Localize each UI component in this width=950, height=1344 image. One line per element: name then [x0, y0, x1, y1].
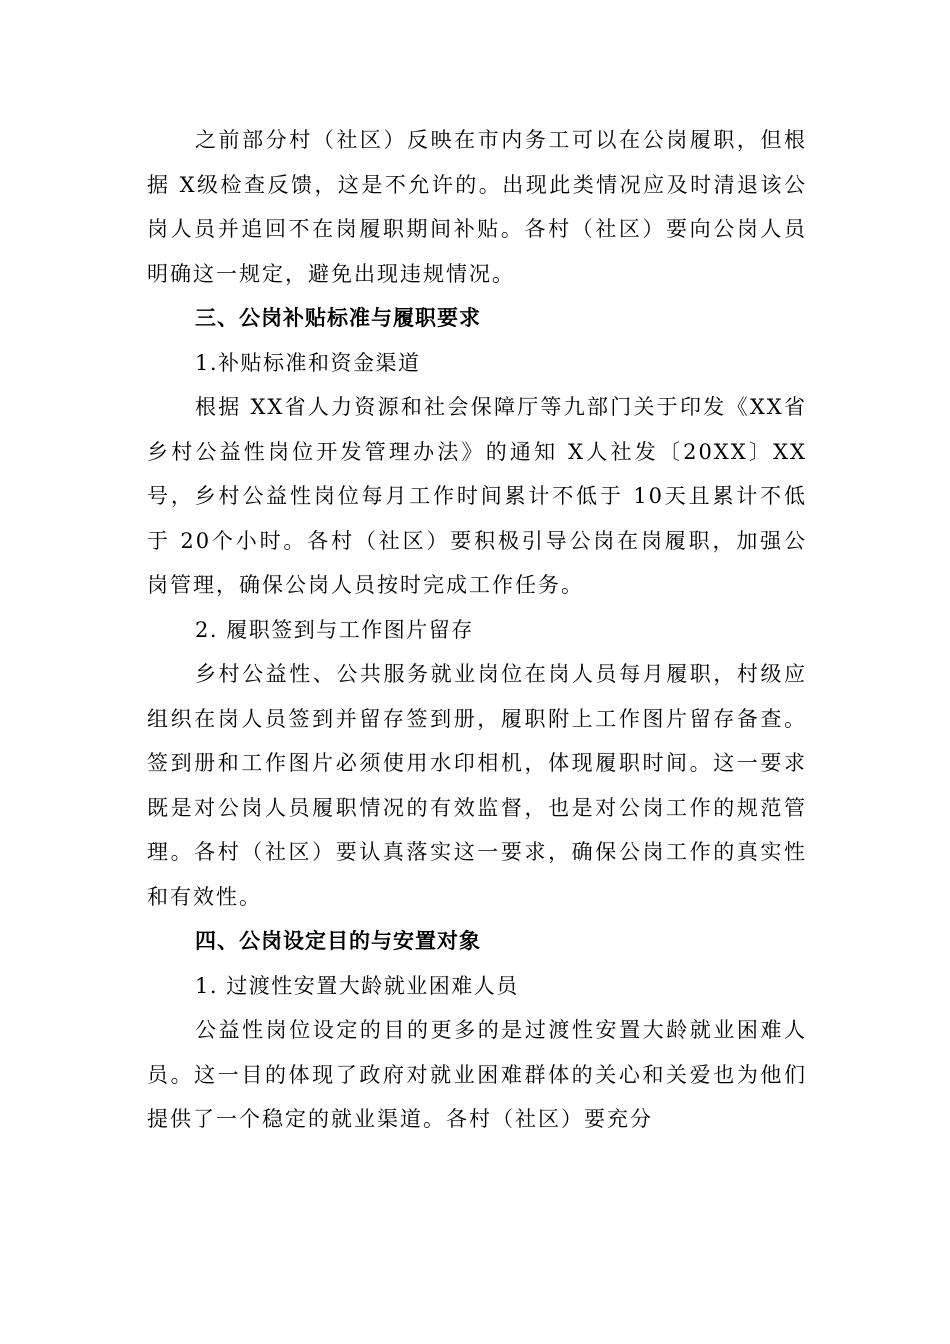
- paragraph-work-in-city: 之前部分村（社区）反映在市内务工可以在公岗履职，但根据 X级检查反馈，这是不允许的。出现此类情况应及时清退该公岗人员并追回不在岗履职期间补贴。各村（社区）要向公岗人员明确这一规定，避免出现违规情况。: [147, 128, 807, 286]
- subheading-check-in-photos: 2. 履职签到与工作图片留存: [195, 617, 474, 642]
- section-heading-4: 四、公岗设定目的与安置对象: [195, 929, 481, 953]
- paragraph-check-in-photos: 乡村公益性、公共服务就业岗位在岗人员每月履职，村级应组织在岗人员签到并留存签到册，履职附上工作图片留存备查。签到册和工作图片必须使用水印相机，体现履职时间。这一要求既是对公岗人员履职情况的有效监督，也是对公岗工作的规范管理。各村（社区）要认真落实这一要求，确保公岗工作的真实性和有效性。: [147, 662, 807, 909]
- document-body: [147, 118, 807, 1142]
- paragraph-subsidy-rules: 根据 XX省人力资源和社会保障厅等九部门关于印发《XX省乡村公益性岗位开发管理办法》的通知 X人社发〔20XX〕XX号，乡村公益性岗位每月工作时间累计不低于 10天且累计不低于 20个小时。各村（社区）要积极引导公岗在岗履职，加强公岗管理，确保公岗人员按时完成工作任务。: [147, 395, 807, 597]
- paragraph-transitional-placement: 公益性岗位设定的目的更多的是过渡性安置大龄就业困难人员。这一目的体现了政府对就业困难群体的关心和关爱也为他们提供了一个稳定的就业渠道。各村（社区）要充分: [147, 1018, 807, 1131]
- subheading-subsidy-standard: 1.补贴标准和资金渠道: [195, 350, 421, 375]
- section-heading-3: 三、公岗补贴标准与履职要求: [195, 306, 481, 330]
- subheading-transitional-placement: 1. 过渡性安置大龄就业困难人员: [195, 973, 519, 998]
